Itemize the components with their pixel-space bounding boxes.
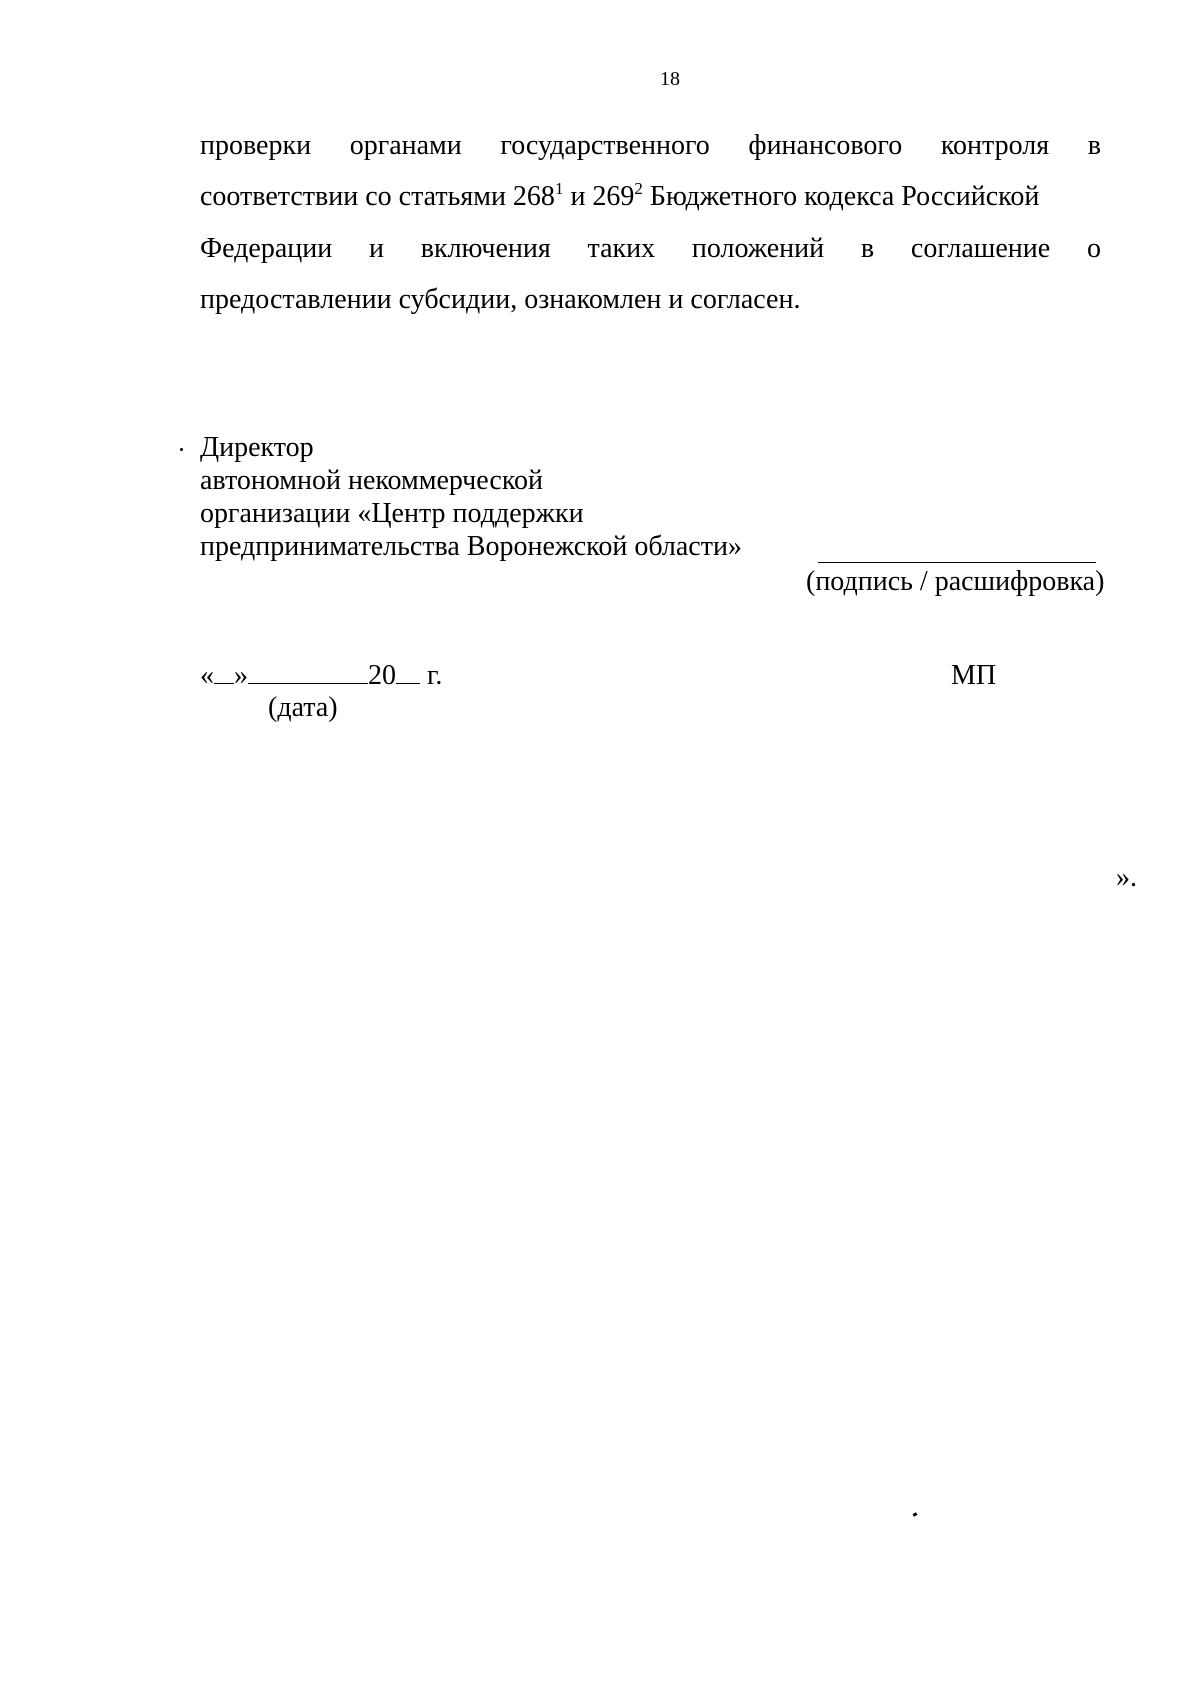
word: органами xyxy=(349,130,462,161)
superscript: 2 xyxy=(634,179,643,198)
word: положений xyxy=(691,233,825,264)
date-line xyxy=(200,660,442,692)
signatory-org-line-1: автономной некоммерческой xyxy=(200,465,543,496)
body-line-3 xyxy=(200,233,1101,265)
year-prefix: 20 xyxy=(368,660,396,691)
word: в xyxy=(1087,130,1101,161)
signatory-org-line-2: организации «Центр поддержки xyxy=(200,498,584,529)
signature-caption: (подпись / расшифровка) xyxy=(806,566,1105,597)
scan-dot-mark xyxy=(180,448,183,451)
signature-line xyxy=(818,562,1096,563)
superscript: 1 xyxy=(554,179,564,198)
day-blank xyxy=(214,663,234,684)
body-line-2 xyxy=(200,181,1101,213)
year-blank xyxy=(396,663,420,684)
word: о xyxy=(1086,233,1101,264)
word: государственного xyxy=(500,130,710,161)
word: финансового xyxy=(748,130,903,161)
word: контроля xyxy=(940,130,1050,161)
body-line-1 xyxy=(200,130,1101,162)
word: и xyxy=(369,233,384,264)
signatory-org-line-3: предпринимательства Воронежской области» xyxy=(200,531,742,562)
year-suffix: г. xyxy=(420,660,443,691)
body-line-4 xyxy=(200,284,1101,316)
word: Федерации xyxy=(200,233,333,264)
word: таких xyxy=(587,233,656,264)
scan-tick-mark xyxy=(913,1512,918,1517)
closing-quote: ». xyxy=(1116,862,1137,893)
signatory-title: Директор xyxy=(200,432,314,463)
month-blank xyxy=(248,663,368,684)
word: соглашение xyxy=(910,233,1051,264)
word: в xyxy=(860,233,875,264)
text-segment: Бюджетного кодекса Российской xyxy=(642,181,1040,212)
date-open-quote: « xyxy=(200,660,214,691)
date-close-quote: » xyxy=(234,660,248,691)
date-caption: (дата) xyxy=(268,692,338,723)
stamp-place-label: МП xyxy=(951,660,997,691)
word: проверки xyxy=(200,130,312,161)
page-number: 18 xyxy=(660,68,680,90)
text-segment: соответствии со статьями 268 xyxy=(200,181,555,212)
text-segment: и 269 xyxy=(563,181,635,212)
text-segment: предоставлении субсидии, ознакомлен и согласен. xyxy=(200,284,801,315)
word: включения xyxy=(420,233,551,264)
